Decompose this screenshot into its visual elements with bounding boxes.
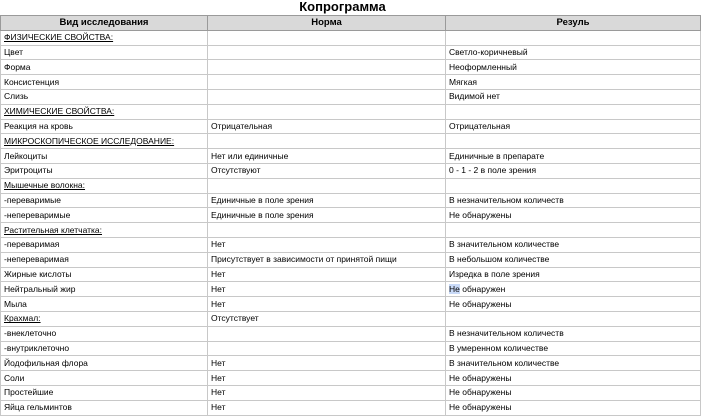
cell-test-name[interactable]: -переваримая	[1, 237, 208, 252]
table-row	[1, 385, 701, 400]
cell-norm[interactable]: Нет или единичные	[208, 149, 446, 164]
table-row	[1, 30, 701, 45]
table-row	[1, 149, 701, 164]
cell-result[interactable]: Светло-коричневый	[446, 45, 701, 60]
cell-norm[interactable]	[208, 223, 446, 238]
cell-norm[interactable]	[208, 341, 446, 356]
cell-result[interactable]: В незначительном количеств	[446, 193, 701, 208]
cell-test-name[interactable]: Слизь	[1, 89, 208, 104]
cell-test-name[interactable]: Нейтральный жир	[1, 282, 208, 297]
cell-test-name[interactable]: -внутриклеточно	[1, 341, 208, 356]
cell-result[interactable]: Изредка в поле зрения	[446, 267, 701, 282]
table-row	[1, 311, 701, 326]
cell-test-name[interactable]: Растительная клетчатка:	[1, 223, 208, 238]
cell-norm[interactable]	[208, 134, 446, 149]
cell-test-name[interactable]: Консистенция	[1, 75, 208, 90]
cell-test-name[interactable]: Крахмал:	[1, 311, 208, 326]
cell-result[interactable]: Не обнаружены	[446, 297, 701, 312]
cell-test-name[interactable]: МИКРОСКОПИЧЕСКОЕ ИССЛЕДОВАНИЕ:	[1, 134, 208, 149]
table-row	[1, 89, 701, 104]
results-table	[0, 15, 701, 416]
cell-test-name[interactable]: Яйца гельминтов	[1, 400, 208, 415]
cell-norm[interactable]	[208, 75, 446, 90]
cell-norm[interactable]: Нет	[208, 400, 446, 415]
cell-result[interactable]	[446, 178, 701, 193]
cell-result[interactable]	[446, 30, 701, 45]
cell-test-name[interactable]: -внеклеточно	[1, 326, 208, 341]
table-row	[1, 208, 701, 223]
header-cell-test[interactable]: Вид исследования	[1, 16, 208, 31]
header-cell-result[interactable]: Резуль	[446, 16, 701, 31]
cell-test-name[interactable]: Лейкоциты	[1, 149, 208, 164]
cell-result[interactable]	[446, 104, 701, 119]
cell-result[interactable]: Мягкая	[446, 75, 701, 90]
cell-test-name[interactable]: Цвет	[1, 45, 208, 60]
table-row	[1, 178, 701, 193]
cell-test-name[interactable]: -непереваримые	[1, 208, 208, 223]
cell-test-name[interactable]: -переваримые	[1, 193, 208, 208]
cell-result[interactable]: Отрицательная	[446, 119, 701, 134]
cell-norm[interactable]	[208, 45, 446, 60]
cell-test-name[interactable]: Мышечные волокна:	[1, 178, 208, 193]
cell-norm[interactable]: Нет	[208, 297, 446, 312]
cell-test-name[interactable]: Жирные кислоты	[1, 267, 208, 282]
cell-test-name[interactable]: ХИМИЧЕСКИЕ СВОЙСТВА:	[1, 104, 208, 119]
cell-norm[interactable]	[208, 178, 446, 193]
cell-norm[interactable]: Единичные в поле зрения	[208, 208, 446, 223]
cell-norm[interactable]: Нет	[208, 356, 446, 371]
cell-test-name[interactable]: -непереваримая	[1, 252, 208, 267]
cell-result[interactable]	[446, 311, 701, 326]
table-row	[1, 282, 701, 297]
table-row	[1, 223, 701, 238]
table-row	[1, 297, 701, 312]
table-row	[1, 252, 701, 267]
cell-result[interactable]: Не обнаружены	[446, 371, 701, 386]
cell-test-name[interactable]: Форма	[1, 60, 208, 75]
table-row	[1, 237, 701, 252]
cell-result[interactable]: Не обнаружены	[446, 400, 701, 415]
cell-result[interactable]: Не обнаружены	[446, 208, 701, 223]
table-row	[1, 134, 701, 149]
cell-test-name[interactable]: Эритроциты	[1, 163, 208, 178]
table-row	[1, 104, 701, 119]
table-row	[1, 193, 701, 208]
cell-result[interactable]: В умеренном количестве	[446, 341, 701, 356]
cell-result[interactable]: В небольшом количестве	[446, 252, 701, 267]
cell-result[interactable]: 0 - 1 - 2 в поле зрения	[446, 163, 701, 178]
table-row	[1, 326, 701, 341]
cell-norm[interactable]	[208, 30, 446, 45]
table-row	[1, 60, 701, 75]
cell-result[interactable]	[446, 282, 701, 297]
table-row	[1, 267, 701, 282]
cell-norm[interactable]: Отсутствуют	[208, 163, 446, 178]
table-row	[1, 371, 701, 386]
cell-result[interactable]: Видимой нет	[446, 89, 701, 104]
table-body	[1, 30, 701, 415]
table-row	[1, 163, 701, 178]
cell-text: обнаружен	[459, 283, 506, 294]
cell-result[interactable]: Единичные в препарате	[446, 149, 701, 164]
table-row	[1, 400, 701, 415]
cell-norm[interactable]: Отрицательная	[208, 119, 446, 134]
cell-test-name[interactable]: Реакция на кровь	[1, 119, 208, 134]
cell-norm[interactable]	[208, 104, 446, 119]
cell-norm[interactable]: Единичные в поле зрения	[208, 193, 446, 208]
table-row	[1, 119, 701, 134]
cell-norm[interactable]	[208, 60, 446, 75]
cell-result[interactable]: В незначительном количеств	[446, 326, 701, 341]
header-cell-norm[interactable]: Норма	[208, 16, 446, 31]
cell-test-name[interactable]: Простейшие	[1, 385, 208, 400]
cell-norm[interactable]: Нет	[208, 237, 446, 252]
cell-norm[interactable]: Нет	[208, 385, 446, 400]
cell-result[interactable]	[446, 223, 701, 238]
cell-result[interactable]: Не обнаружены	[446, 385, 701, 400]
cell-norm[interactable]	[208, 89, 446, 104]
cell-norm[interactable]	[208, 326, 446, 341]
cell-test-name[interactable]: Соли	[1, 371, 208, 386]
cell-test-name[interactable]: Йодофильная флора	[1, 356, 208, 371]
cell-norm[interactable]: Отсутствует	[208, 311, 446, 326]
cell-result[interactable]: В значительном количестве	[446, 237, 701, 252]
table-row	[1, 45, 701, 60]
header-row	[1, 16, 701, 31]
cell-norm[interactable]: Нет	[208, 267, 446, 282]
cell-test-name[interactable]: Мыла	[1, 297, 208, 312]
cell-result[interactable]: В значительном количестве	[446, 356, 701, 371]
cell-norm[interactable]: Нет	[208, 282, 446, 297]
page-title: Копрограмма	[299, 0, 386, 14]
table-row	[1, 356, 701, 371]
cell-result[interactable]	[446, 134, 701, 149]
table-row	[1, 341, 701, 356]
cell-result[interactable]: Неоформленный	[446, 60, 701, 75]
selected-text: Не	[449, 283, 460, 294]
cell-test-name[interactable]: ФИЗИЧЕСКИЕ СВОЙСТВА:	[1, 30, 208, 45]
table-row	[1, 75, 701, 90]
cell-norm[interactable]: Присутствует в зависимости от принятой пищи	[208, 252, 446, 267]
cell-norm[interactable]: Нет	[208, 371, 446, 386]
